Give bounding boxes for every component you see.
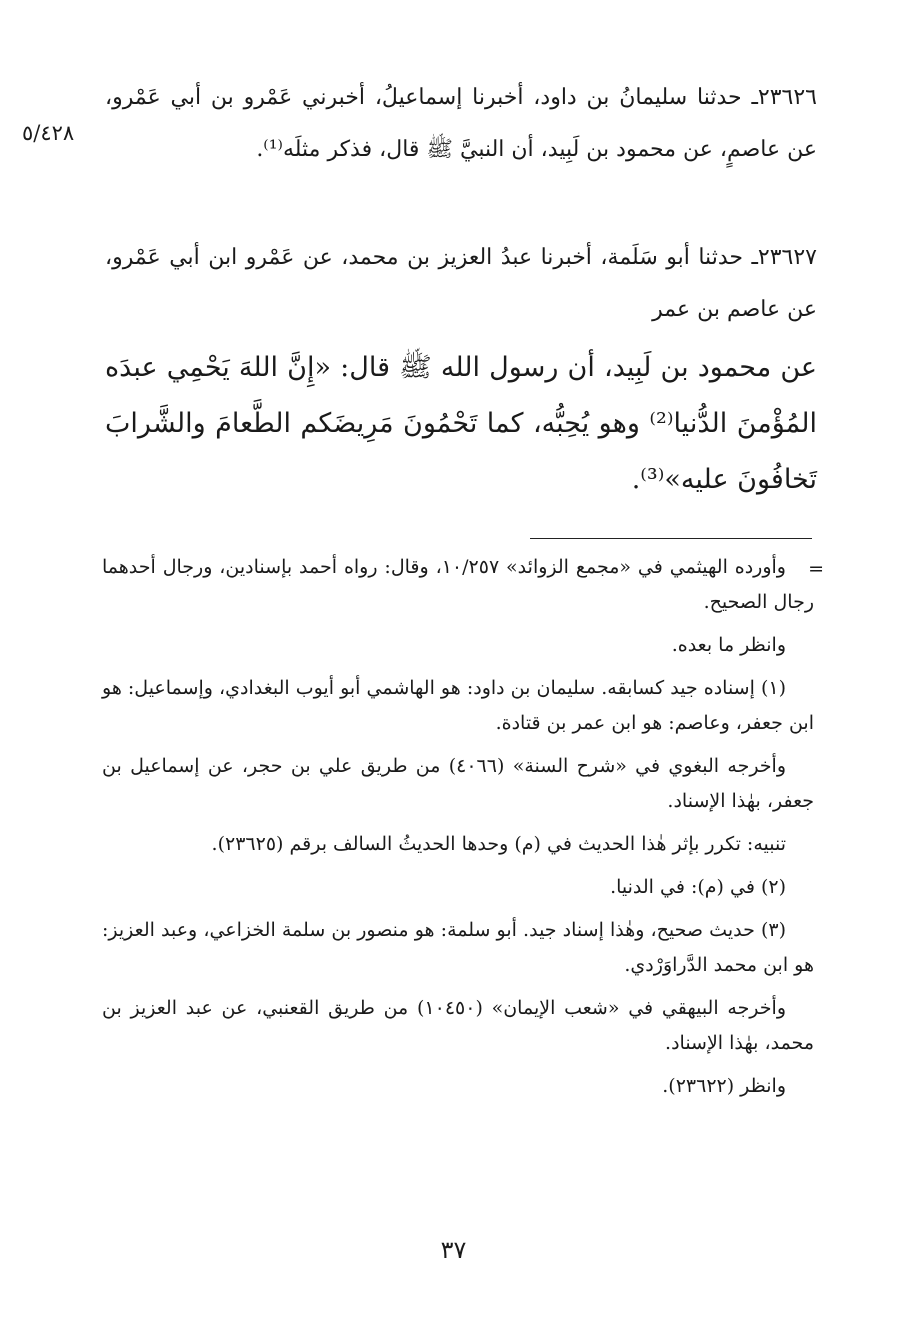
footnote-1: (١) إسناده جيد كسابقه. سليمان بن داود: هو الهاشمي أبو أيوب البغدادي، وإسماعيل: هو ابن جعفر، وعاصم: هو ابن عمر بن قتادة. xyxy=(102,677,814,734)
hadith-isnad: ٢٣٦٢٧ـ حدثنا أبو سَلَمة، أخبرنا عبدُ العزيز بن محمد، عن عَمْرو ابن أبي عَمْرو، عن عاصم بن عمر xyxy=(105,245,817,322)
hadith-23627-matn xyxy=(105,340,817,508)
hadith-23627-isnad xyxy=(105,232,817,336)
footnote-1-notice: تنبيه: تكرر بإثر هٰذا الحديث في (م) وحدها الحديثُ السالف برقم (٢٣٦٢٥). xyxy=(211,833,786,855)
footnote-1-takhrij: وأخرجه البغوي في «شرح السنة» (٤٠٦٦) من طريق علي بن حجر، عن إسماعيل بن جعفر، بهٰذا الإسناد. xyxy=(102,755,814,812)
hadith-text: ٢٣٦٢٦ـ حدثنا سليمانُ بن داود، أخبرنا إسماعيلُ، أخبرني عَمْرو بن أبي عَمْرو، عن عاصمٍ، عن محمود بن لَبِيد، أن النبيَّ ﷺ قال، فذكر مثلَه⁽¹⁾. xyxy=(105,85,817,162)
page-number: ٣٧ xyxy=(440,1236,467,1264)
footnote-continued: وأورده الهيثمي في «مجمع الزوائد» ١٠/٢٥٧، وقال: رواه أحمد بإسنادين، ورجال أحدهما رجال الصحيح. xyxy=(102,556,814,613)
continuation-mark: = xyxy=(808,558,824,580)
footnote-3-see: وانظر (٢٣٦٢٢). xyxy=(662,1075,786,1097)
footnotes xyxy=(102,550,824,1112)
footnote-see-after: وانظر ما بعده. xyxy=(671,634,786,656)
footnote-separator xyxy=(530,538,812,539)
footnote-3: (٣) حديث صحيح، وهٰذا إسناد جيد. أبو سلمة: هو منصور بن سلمة الخزاعي، وعبد العزيز: هو ابن محمد الدَّراوَرْدي. xyxy=(102,919,814,976)
footnote-3-takhrij: وأخرجه البيهقي في «شعب الإيمان» (١٠٤٥٠) من طريق القعنبي، عن عبد العزيز بن محمد، بهٰذا الإسناد. xyxy=(102,997,814,1054)
margin-volume-page-reference: ٥/٤٢٨ xyxy=(22,121,75,145)
hadith-matn: عن محمود بن لَبِيد، أن رسول الله ﷺ قال: «إِنَّ اللهَ يَحْمِي عبدَه المُؤْمنَ الدُّنيا⁽²⁾ وهو يُحِبُّه، كما تَحْمُونَ مَرِيضَكم الطَّعامَ والشَّرابَ تَخافُونَ عليه»⁽³⁾. xyxy=(105,352,817,495)
hadith-23626 xyxy=(105,72,817,176)
footnote-2: (٢) في (م): في الدنيا. xyxy=(610,876,786,898)
